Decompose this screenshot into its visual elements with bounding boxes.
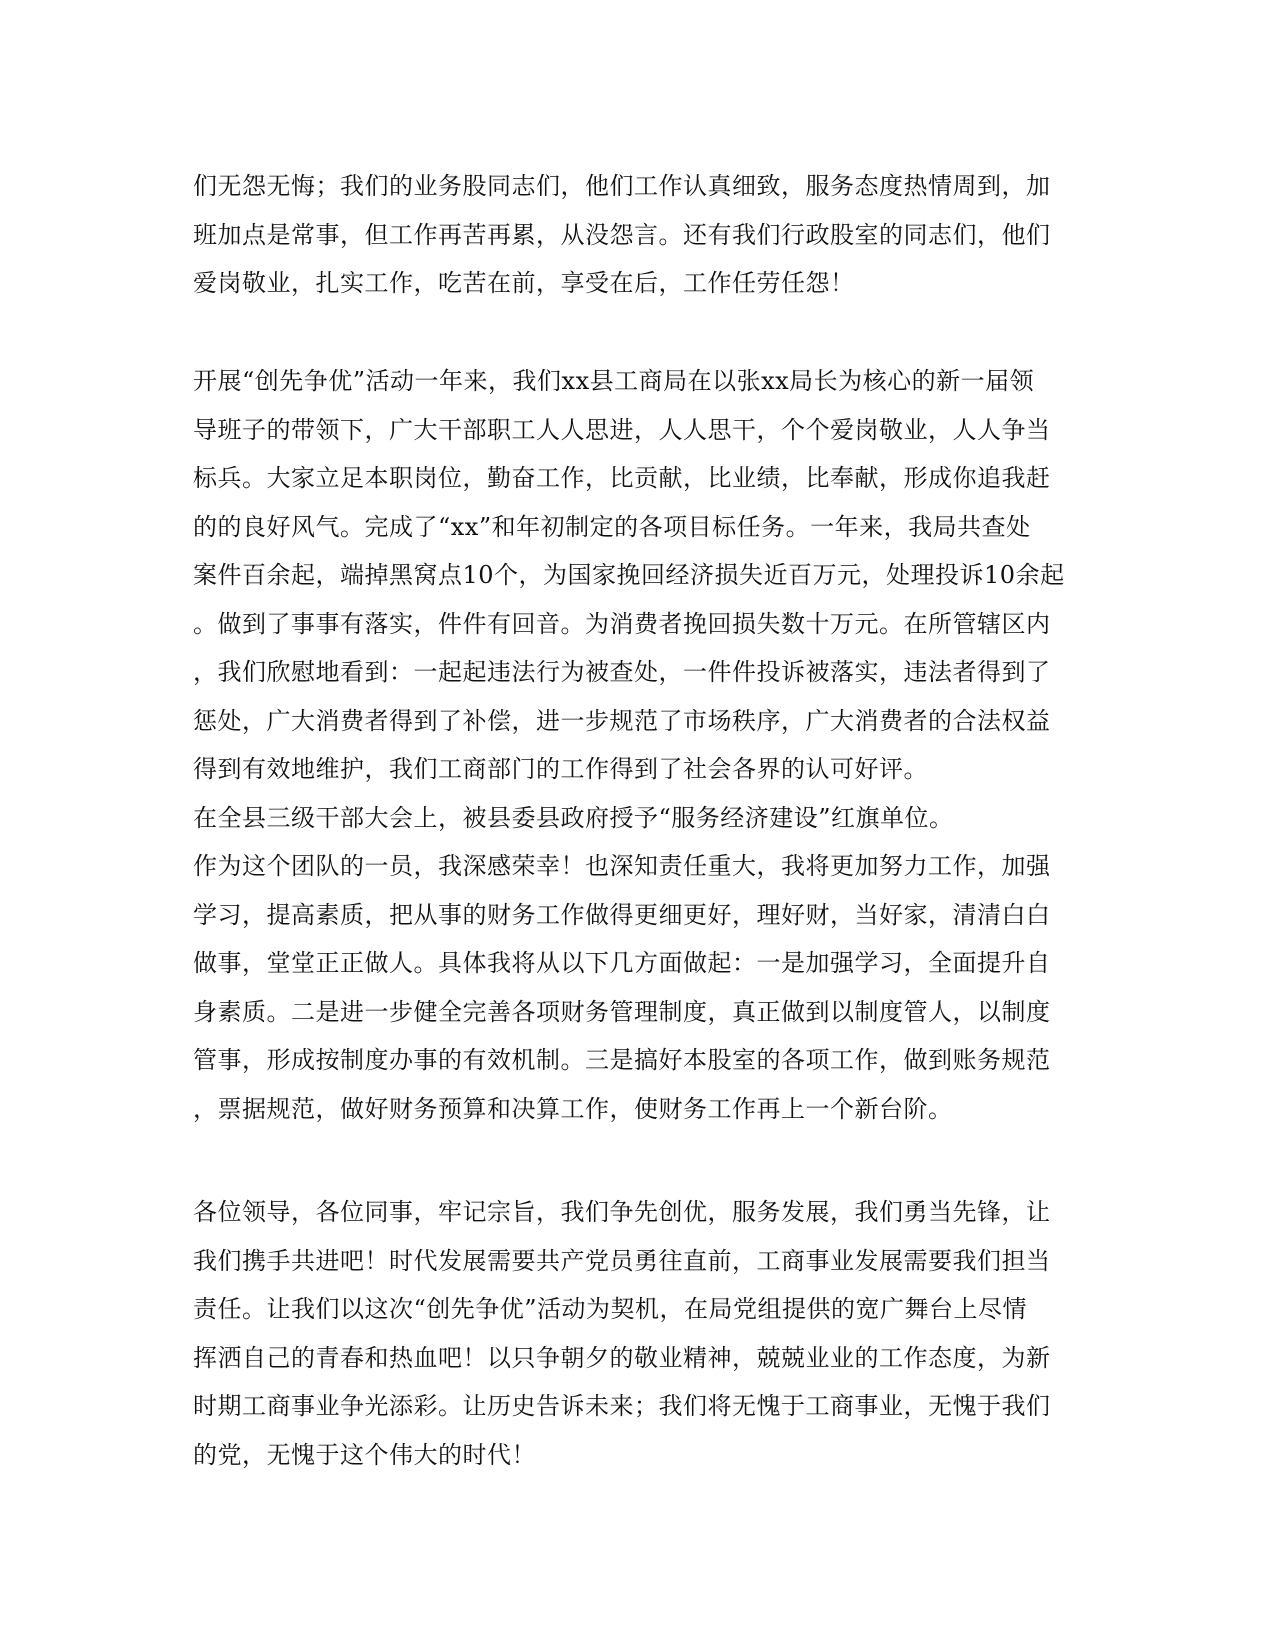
text-line: 。做到了事事有落实，件件有回音。为消费者挽回损失数十万元。在所管辖区内 (193, 609, 1051, 638)
text-line: 各位领导，各位同事，牢记宗旨，我们争先创优，服务发展，我们勇当先锋，让 (193, 1198, 1051, 1226)
text-line: 们无怨无悔；我们的业务股同志们，他们工作认真细致，服务态度热情周到，加 (193, 172, 1051, 200)
text-line: 爱岗敬业，扎实工作，吃苦在前，享受在后，工作任劳任怨！ (193, 269, 855, 297)
text-line: 挥洒自己的青春和热血吧！以只争朝夕的敬业精神，兢兢业业的工作态度，为新 (193, 1343, 1051, 1372)
paragraph-1 (193, 162, 1073, 308)
text-line: 时期工商事业争光添彩。让历史告诉未来；我们将无愧于工商事业，无愧于我们 (193, 1392, 1051, 1420)
text-line: 做事，堂堂正正做人。具体我将从以下几方面做起：一是加强学习，全面提升自 (193, 949, 1051, 977)
text-line: 得到有效地维护，我们工商部门的工作得到了社会各界的认可好评。 (193, 755, 928, 783)
paragraph-2 (193, 357, 1073, 1133)
paragraph-3 (193, 1188, 1073, 1479)
text-line: 责任。让我们以这次“创先争优”活动为契机，在局党组提供的宽广舞台上尽情 (193, 1295, 1028, 1323)
text-line: 案件百余起，端掉黑窝点10个，为国家挽回经济损失近百万元，处理投诉10余起 (193, 561, 1065, 589)
text-line: 开展“创先争优”活动一年来，我们xx县工商局在以张xx局长为核心的新一届领 (193, 367, 1035, 395)
text-line: 的党，无愧于这个伟大的时代！ (193, 1440, 536, 1469)
text-line: ，我们欣慰地看到：一起起违法行为被查处，一件件投诉被落实，违法者得到了 (193, 658, 1051, 686)
text-line: 导班子的带领下，广大干部职工人人思进，人人思干，个个爱岗敬业，人人争当 (193, 415, 1051, 444)
text-line: 学习，提高素质，把从事的财务工作做得更细更好，理好财，当好家，清清白白 (193, 900, 1051, 929)
text-line: 管事，形成按制度办事的有效机制。三是搞好本股室的各项工作，做到账务规范 (193, 1046, 1051, 1074)
text-line: 班加点是常事，但工作再苦再累，从没怨言。还有我们行政股室的同志们，他们 (193, 220, 1051, 249)
text-line: 的的良好风气。完成了“xx”和年初制定的各项目标任务。一年来，我局共查处 (193, 512, 1031, 541)
text-line: 我们携手共进吧！时代发展需要共产党员勇往直前，工商事业发展需要我们担当 (193, 1246, 1051, 1275)
text-line: ，票据规范，做好财务预算和决算工作，使财务工作再上一个新台阶。 (193, 1094, 953, 1123)
text-line: 作为这个团队的一员，我深感荣幸！也深知责任重大，我将更加努力工作，加强 (193, 852, 1051, 880)
text-line: 身素质。二是进一步健全完善各项财务管理制度，真正做到以制度管人，以制度 (193, 997, 1051, 1026)
text-line: 在全县三级干部大会上，被县委县政府授予“服务经济建设”红旗单位。 (193, 803, 954, 832)
text-line: 标兵。大家立足本职岗位，勤奋工作，比贡献，比业绩，比奉献，形成你追我赶 (193, 464, 1051, 492)
text-line: 惩处，广大消费者得到了补偿，进一步规范了市场秩序，广大消费者的合法权益 (193, 706, 1051, 735)
